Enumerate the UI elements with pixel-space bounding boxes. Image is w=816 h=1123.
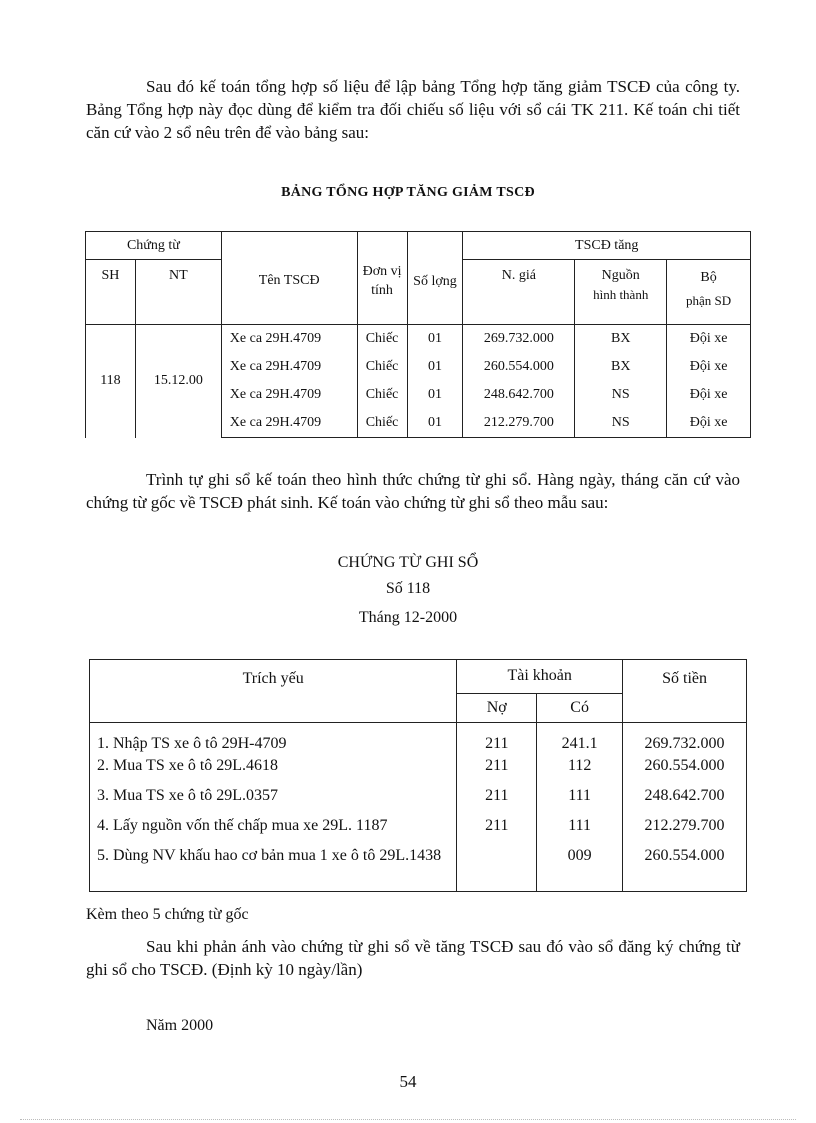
header-tai-khoan: Tài khoản — [457, 660, 623, 694]
voucher-title: CHỨNG TỪ GHI SỔ — [337, 554, 479, 571]
voucher-number: Số 118 — [385, 580, 431, 597]
table-row — [90, 845, 747, 892]
cell-desc: 2. Mua TS xe ô tô 29L.4618 — [90, 755, 457, 785]
year-text: Năm 2000 — [146, 1017, 214, 1034]
cell-sl: 01 — [407, 353, 463, 381]
header-bo-phan-line2: phận SD — [685, 293, 732, 308]
cell-nt: 15.12.00 — [135, 325, 221, 438]
cell-bophan: Đội xe — [667, 353, 751, 381]
cell-gia: 260.554.000 — [463, 353, 575, 381]
page-number: 54 — [399, 1072, 417, 1091]
cell-ten: Xe ca 29H.4709 — [221, 409, 357, 438]
cell-sl: 01 — [407, 325, 463, 354]
cell-desc: 4. Lấy nguồn vốn thế chấp mua xe 29L. 1187 — [90, 815, 457, 845]
cell-dvt: Chiếc — [357, 325, 407, 354]
header-co: Có — [537, 693, 623, 722]
cell-desc: 1. Nhập TS xe ô tô 29H-4709 — [90, 723, 457, 756]
header-nguon-line1: Nguồn — [601, 268, 640, 283]
header-nguyen-gia: N. giá — [463, 260, 575, 325]
cell-ten: Xe ca 29H.4709 — [221, 353, 357, 381]
cell-sl: 01 — [407, 381, 463, 409]
header-ten-tscd: Tên TSCĐ — [221, 232, 357, 325]
cell-co: 009 — [537, 845, 623, 892]
cell-no: 211 — [457, 755, 537, 785]
header-bo-phan-sd — [667, 260, 751, 325]
table-row — [90, 815, 747, 845]
cell-nguon: NS — [575, 409, 667, 438]
cell-co: 112 — [537, 755, 623, 785]
cell-ten: Xe ca 29H.4709 — [221, 325, 357, 354]
cell-co: 241.1 — [537, 723, 623, 756]
cell-dvt: Chiếc — [357, 353, 407, 381]
cell-co: 111 — [537, 815, 623, 845]
header-so-tien: Số tiền — [623, 660, 747, 723]
table1-title: BẢNG TỔNG HỢP TĂNG GIẢM TSCĐ — [281, 185, 535, 200]
cell-nguon: NS — [575, 381, 667, 409]
header-so-luong: Số lợng — [407, 232, 463, 325]
table-row — [90, 755, 747, 785]
header-nt: NT — [135, 260, 221, 325]
final-paragraph: Sau khi phản ánh vào chứng từ ghi sổ về tăng TSCĐ sau đó vào sổ đăng ký chứng từ ghi sổ cho TSCĐ. (Định kỳ 10 ngày/lần) — [86, 937, 740, 979]
cell-bophan: Đội xe — [667, 381, 751, 409]
cell-dvt: Chiếc — [357, 409, 407, 438]
cell-tien: 260.554.000 — [623, 755, 747, 785]
table-row — [86, 325, 751, 354]
cell-tien: 260.554.000 — [623, 845, 747, 892]
asset-summary-table — [85, 231, 751, 438]
cell-bophan: Đội xe — [667, 325, 751, 354]
cell-sl: 01 — [407, 409, 463, 438]
header-no: Nợ — [457, 693, 537, 722]
cell-tien: 248.642.700 — [623, 785, 747, 815]
header-bo-phan-line1: Bộ — [700, 270, 717, 285]
voucher-month: Tháng 12-2000 — [358, 609, 458, 626]
cell-nguon: BX — [575, 325, 667, 354]
cell-nguon: BX — [575, 353, 667, 381]
cell-tien: 269.732.000 — [623, 723, 747, 756]
cell-gia: 212.279.700 — [463, 409, 575, 438]
cell-tien: 212.279.700 — [623, 815, 747, 845]
middle-paragraph: Trình tự ghi sổ kế toán theo hình thức chứng từ ghi sổ. Hàng ngày, tháng căn cứ vào chứng từ gốc về TSCĐ phát sinh. Kế toán vào chứng từ ghi sổ theo mẫu sau: — [86, 470, 740, 512]
cell-no: 211 — [457, 815, 537, 845]
cell-ten: Xe ca 29H.4709 — [221, 381, 357, 409]
header-trich-yeu: Trích yếu — [90, 660, 457, 723]
cell-no: 211 — [457, 785, 537, 815]
cell-sh: 118 — [86, 325, 136, 438]
header-chung-tu: Chứng từ — [86, 232, 222, 260]
cell-gia: 269.732.000 — [463, 325, 575, 354]
header-nguon-hinh-thanh — [575, 260, 667, 325]
cell-dvt: Chiếc — [357, 381, 407, 409]
header-sh: SH — [86, 260, 136, 325]
attachment-note: Kèm theo 5 chứng từ gốc — [86, 906, 249, 923]
cell-no: 211 — [457, 723, 537, 756]
cell-gia: 248.642.700 — [463, 381, 575, 409]
header-tscd-tang: TSCĐ tăng — [463, 232, 751, 260]
table-row — [90, 723, 747, 756]
footer-divider — [20, 1119, 796, 1120]
cell-desc: 3. Mua TS xe ô tô 29L.0357 — [90, 785, 457, 815]
header-don-vi-tinh: Đơn vị tính — [357, 232, 407, 325]
intro-paragraph: Sau đó kế toán tổng hợp số liệu để lập bảng Tổng hợp tăng giảm TSCĐ của công ty. Bảng Tổng hợp này đọc dùng để kiểm tra đối chiếu số liệu với sổ cái TK 211. Kế toán chi tiết căn cứ vào 2 sổ nêu trên để vào bảng sau: — [86, 77, 740, 142]
header-nguon-line2: hình thành — [593, 287, 649, 302]
voucher-table — [89, 659, 747, 892]
cell-no — [457, 845, 537, 892]
cell-desc: 5. Dùng NV khấu hao cơ bản mua 1 xe ô tô 29L.1438 — [90, 845, 457, 892]
cell-bophan: Đội xe — [667, 409, 751, 438]
cell-co: 111 — [537, 785, 623, 815]
table-row — [90, 785, 747, 815]
